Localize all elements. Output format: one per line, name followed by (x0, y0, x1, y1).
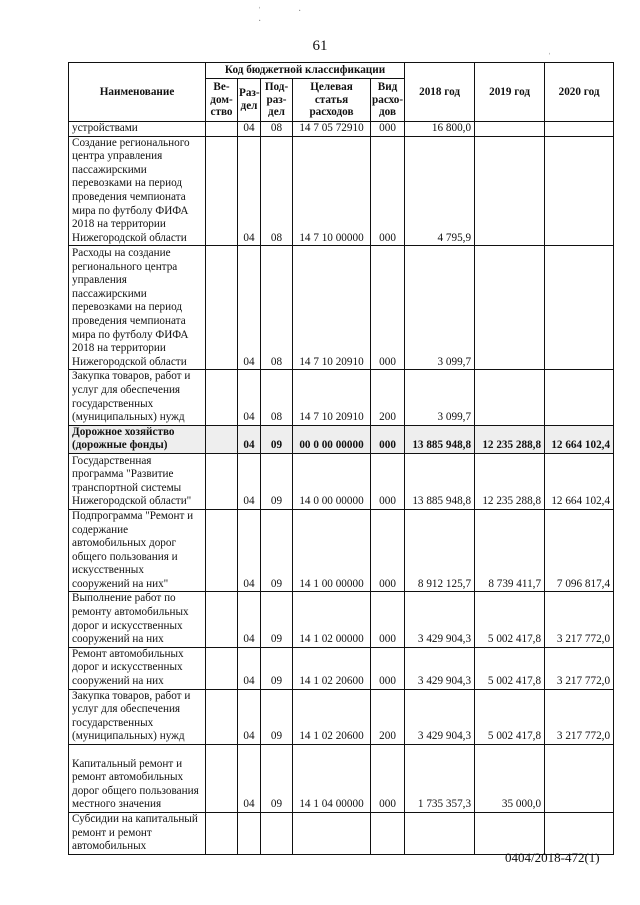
row-vedomstvo (206, 246, 238, 370)
row-name: Ремонт автомобильных дорог и искусственных сооружений на них (69, 647, 206, 689)
table-row (69, 453, 614, 509)
row-amount-2020 (545, 136, 614, 246)
scan-speck: ˌ (548, 44, 552, 55)
row-target-article: 14 1 00 00000 (293, 509, 371, 592)
row-name: Расходы на создание регионального центра управления пассажирскими перевозками на период проведения чемпионата мира по футболу ФИФА 2018 на территории Нижегородской области (69, 246, 206, 370)
row-razdel: 04 (238, 453, 261, 509)
header-name: Наименование (69, 63, 206, 122)
row-amount-2019: 5 002 417,8 (475, 689, 545, 744)
scan-speck: ˈ (258, 6, 262, 17)
row-amount-2018: 4 795,9 (405, 136, 475, 246)
row-amount-2018: 3 099,7 (405, 246, 475, 370)
row-amount-2020: 3 217 772,0 (545, 592, 614, 647)
row-expense-type: 000 (371, 647, 405, 689)
row-expense-type: 000 (371, 453, 405, 509)
row-amount-2019 (475, 813, 545, 855)
table-row (69, 370, 614, 425)
row-podrazdel: 09 (261, 509, 293, 592)
row-podrazdel: 09 (261, 453, 293, 509)
row-vedomstvo (206, 689, 238, 744)
row-expense-type: 000 (371, 745, 405, 813)
row-amount-2020: 12 664 102,4 (545, 453, 614, 509)
row-vedomstvo (206, 136, 238, 246)
row-target-article: 00 0 00 00000 (293, 425, 371, 453)
row-name: Субсидии на капитальный ремонт и ремонт автомобильных (69, 813, 206, 855)
row-razdel: 04 (238, 370, 261, 425)
row-amount-2018: 13 885 948,8 (405, 453, 475, 509)
row-amount-2019 (475, 136, 545, 246)
row-amount-2020: 3 217 772,0 (545, 689, 614, 744)
table-row (69, 246, 614, 370)
row-razdel: 04 (238, 246, 261, 370)
row-vedomstvo (206, 453, 238, 509)
row-target-article: 14 1 02 20600 (293, 689, 371, 744)
row-name: устройствами (69, 122, 206, 137)
row-target-article: 14 7 10 00000 (293, 136, 371, 246)
row-target-article: 14 0 00 00000 (293, 453, 371, 509)
row-name: Закупка товаров, работ и услуг для обеспечения государственных (муниципальных) нужд (69, 689, 206, 744)
scan-speck: · (258, 16, 262, 27)
row-amount-2019: 35 000,0 (475, 745, 545, 813)
row-target-article: 14 1 02 00000 (293, 592, 371, 647)
row-name: Подпрограмма "Ремонт и содержание автомобильных дорог общего пользования и искусственных сооружений на них" (69, 509, 206, 592)
row-name: Государственная программа "Развитие транспортной системы Нижегородской области" (69, 453, 206, 509)
row-target-article: 14 7 10 20910 (293, 246, 371, 370)
row-expense-type: 000 (371, 592, 405, 647)
row-amount-2020: 12 664 102,4 (545, 425, 614, 453)
row-podrazdel: 09 (261, 647, 293, 689)
row-expense-type: 000 (371, 246, 405, 370)
row-expense-type: 200 (371, 370, 405, 425)
row-razdel: 04 (238, 592, 261, 647)
row-podrazdel: 08 (261, 122, 293, 137)
row-target-article (293, 813, 371, 855)
row-vedomstvo (206, 509, 238, 592)
header-2018: 2018 год (405, 63, 475, 122)
header-celevaya: Целевая статья расходов (293, 79, 371, 122)
row-podrazdel (261, 813, 293, 855)
page-number: 61 (312, 38, 328, 54)
table-row (69, 425, 614, 453)
row-amount-2019 (475, 122, 545, 137)
row-amount-2018: 13 885 948,8 (405, 425, 475, 453)
table-row (69, 122, 614, 137)
row-target-article: 14 1 02 20600 (293, 647, 371, 689)
header-2020: 2020 год (545, 63, 614, 122)
row-amount-2020 (545, 122, 614, 137)
table-row (69, 813, 614, 855)
row-razdel: 04 (238, 689, 261, 744)
table-row (69, 647, 614, 689)
table-row (69, 592, 614, 647)
row-name: Выполнение работ по ремонту автомобильных дорог и искусственных сооружений на них (69, 592, 206, 647)
row-expense-type: 000 (371, 122, 405, 137)
row-amount-2018: 16 800,0 (405, 122, 475, 137)
header-podrazdel: Под-раз-дел (261, 79, 293, 122)
row-name: Создание регионального центра управления пассажирскими перевозками на период проведения чемпионата мира по футболу ФИФА 2018 на территории Нижегородской области (69, 136, 206, 246)
header-2019: 2019 год (475, 63, 545, 122)
row-razdel: 04 (238, 509, 261, 592)
row-podrazdel: 09 (261, 425, 293, 453)
row-vedomstvo (206, 122, 238, 137)
row-amount-2018: 1 735 357,3 (405, 745, 475, 813)
table-row (69, 745, 614, 813)
table-row (69, 689, 614, 744)
row-amount-2019: 5 002 417,8 (475, 647, 545, 689)
row-podrazdel: 09 (261, 592, 293, 647)
row-amount-2018: 3 429 904,3 (405, 592, 475, 647)
row-razdel: 04 (238, 745, 261, 813)
row-razdel: 04 (238, 122, 261, 137)
header-razdel: Раз-дел (238, 79, 261, 122)
row-target-article: 14 1 04 00000 (293, 745, 371, 813)
row-vedomstvo (206, 745, 238, 813)
row-podrazdel: 08 (261, 136, 293, 246)
row-expense-type: 200 (371, 689, 405, 744)
row-razdel: 04 (238, 136, 261, 246)
row-expense-type: 000 (371, 425, 405, 453)
row-vedomstvo (206, 425, 238, 453)
row-razdel: 04 (238, 425, 261, 453)
row-amount-2018 (405, 813, 475, 855)
row-amount-2019 (475, 246, 545, 370)
table-row (69, 509, 614, 592)
row-vedomstvo (206, 592, 238, 647)
row-name: Дорожное хозяйство (дорожные фонды) (69, 425, 206, 453)
header-vedomstvo: Ве-дом-ство (206, 79, 238, 122)
row-amount-2018: 3 429 904,3 (405, 647, 475, 689)
row-expense-type (371, 813, 405, 855)
row-amount-2019: 12 235 288,8 (475, 453, 545, 509)
document-code: 0404/2018-472(1) (505, 850, 600, 865)
row-vedomstvo (206, 813, 238, 855)
row-amount-2019: 5 002 417,8 (475, 592, 545, 647)
row-razdel (238, 813, 261, 855)
header-kbk: Код бюджетной классификации (206, 63, 405, 79)
row-amount-2020: 7 096 817,4 (545, 509, 614, 592)
row-razdel: 04 (238, 647, 261, 689)
row-name: Капитальный ремонт и ремонт автомобильных дорог общего пользования местного значения (69, 745, 206, 813)
row-amount-2018: 3 099,7 (405, 370, 475, 425)
table-row (69, 136, 614, 246)
row-vedomstvo (206, 370, 238, 425)
row-podrazdel: 09 (261, 689, 293, 744)
row-amount-2019 (475, 370, 545, 425)
row-amount-2019: 12 235 288,8 (475, 425, 545, 453)
row-amount-2020 (545, 745, 614, 813)
scan-speck: · (298, 6, 302, 17)
row-vedomstvo (206, 647, 238, 689)
header-vid: Вид расхо-дов (371, 79, 405, 122)
row-amount-2020 (545, 246, 614, 370)
row-amount-2020: 3 217 772,0 (545, 647, 614, 689)
row-amount-2020 (545, 813, 614, 855)
row-name: Закупка товаров, работ и услуг для обеспечения государственных (муниципальных) нужд (69, 370, 206, 425)
row-amount-2020 (545, 370, 614, 425)
row-podrazdel: 09 (261, 745, 293, 813)
row-expense-type: 000 (371, 509, 405, 592)
row-target-article: 14 7 05 72910 (293, 122, 371, 137)
row-amount-2018: 3 429 904,3 (405, 689, 475, 744)
row-amount-2019: 8 739 411,7 (475, 509, 545, 592)
row-expense-type: 000 (371, 136, 405, 246)
row-podrazdel: 08 (261, 246, 293, 370)
budget-table (68, 62, 614, 855)
row-podrazdel: 08 (261, 370, 293, 425)
row-target-article: 14 7 10 20910 (293, 370, 371, 425)
row-amount-2018: 8 912 125,7 (405, 509, 475, 592)
